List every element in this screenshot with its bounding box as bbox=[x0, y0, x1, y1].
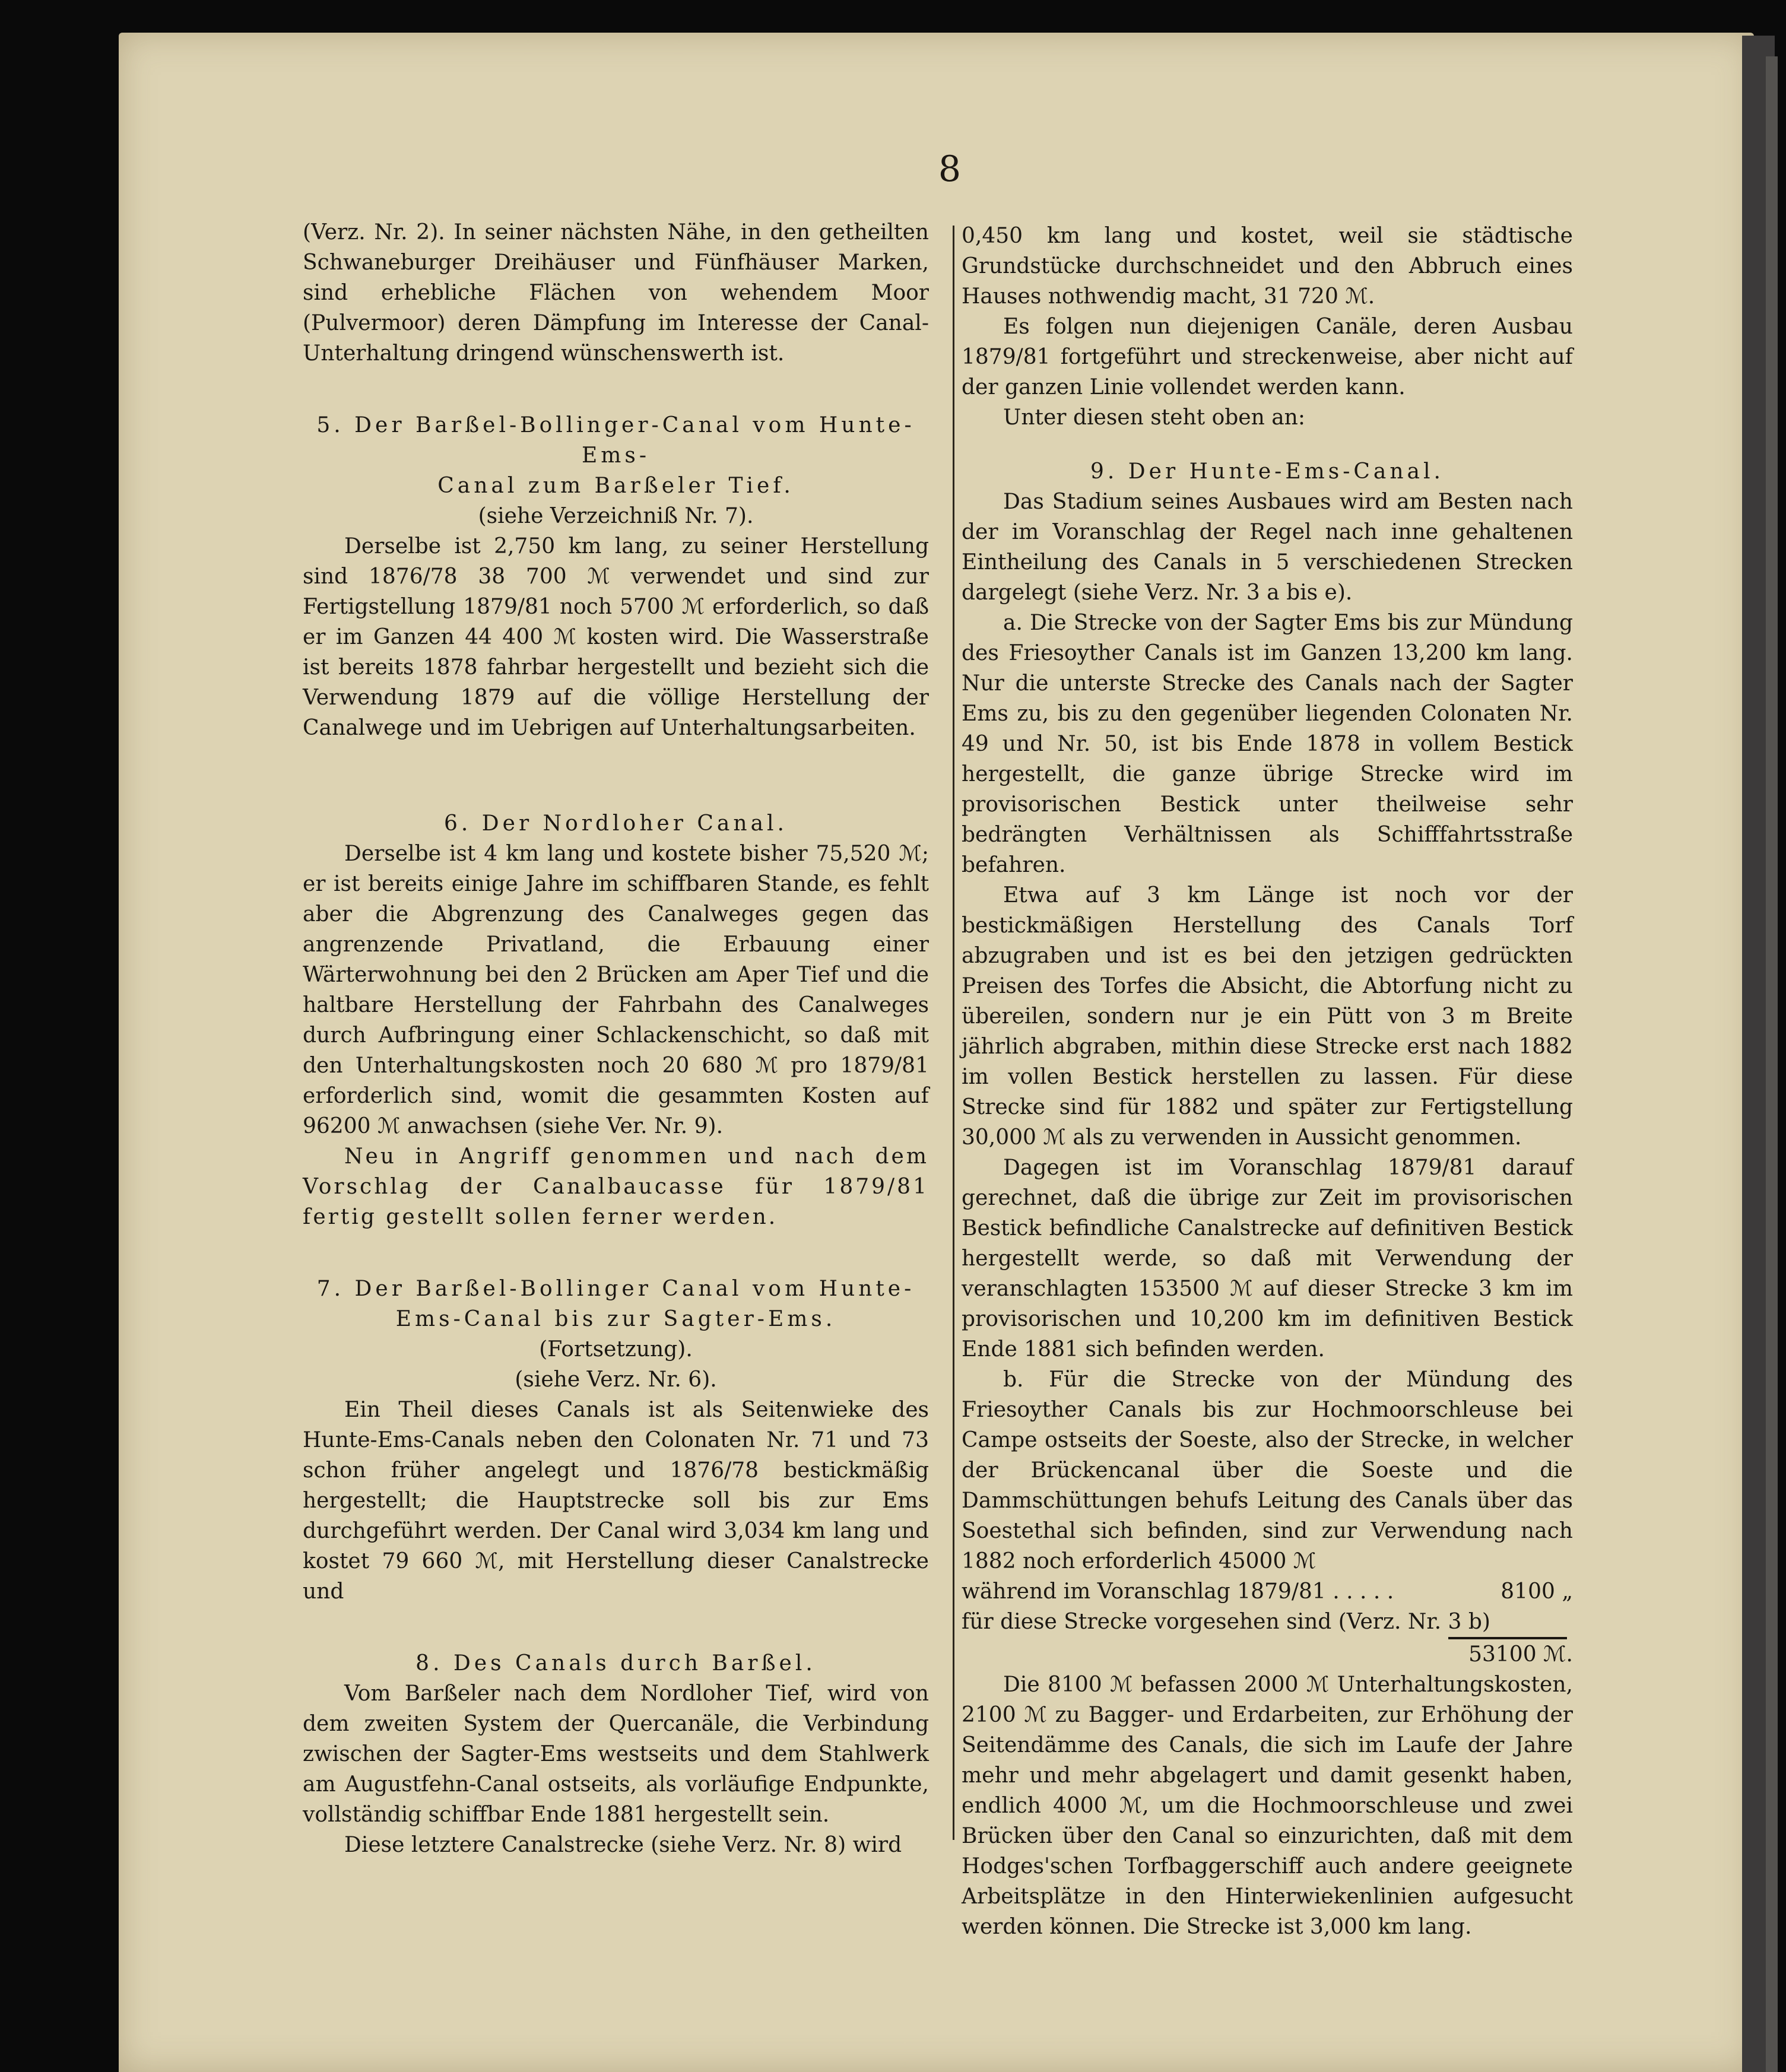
paragraph: (Verz. Nr. 2). In seiner nächsten Nähe, in den getheilten Schwaneburger Dreihäuser und Fünfhäuser Marken, sind erhebliche Flächen von wehendem Moor (Pulvermoor) deren Dämpfung im Interesse der Canal-Unterhaltung dringend wünschenswerth ist. bbox=[303, 220, 929, 366]
page-edge-inner bbox=[1766, 56, 1778, 2072]
paragraph: Dagegen ist im Voranschlag 1879/81 darauf gerechnet, daß die übrige zur Zeit im provisorischen Bestick befindliche Canalstrecke auf definitiven Bestick hergestellt werde, so daß mit Verwendung der veranschlagten 153500 ℳ auf dieser Strecke 3 km im provisorischen und 10,200 km im definitiven Bestick Ende 1881 sich befinden werden. bbox=[962, 1156, 1573, 1362]
paragraph-text: b. Für die Strecke von der Mündung des Friesoyther Canals bis zur Hochmoorschleuse bei Campe ostseits der Soeste, also der Strecke, in welcher der Brückencanal über die Soeste und die Dammschüttungen behufs Leitung des Canals über das Soestethal sich befinden, sind zur Verwendung nach 1882 noch erforderlich bbox=[962, 1367, 1573, 1573]
section-heading: 7. Der Barßel-Bollinger Canal vom Hunte- bbox=[316, 1277, 915, 1301]
right-column bbox=[962, 221, 1573, 1942]
amount: 45000 ℳ bbox=[1218, 1549, 1316, 1573]
amount: 8100 „ bbox=[1501, 1579, 1573, 1604]
paragraph: Etwa auf 3 km Länge ist noch vor der bestickmäßigen Herstellung des Canals Torf abzugraben und ist es bei den jetzigen gedrückten Preisen des Torfes die Absicht, die Abtorfung nicht zu übereilen, sondern nur je ein Pütt von 3 m Breite jährlich abgraben, mithin diese Strecke erst nach 1882 im vollen Bestick herstellen zu lassen. Für diese Strecke sind für 1882 und später zur Fertigstellung 30,000 ℳ als zu verwenden in Aussicht genommen. bbox=[962, 883, 1573, 1150]
section-heading: 5. Der Barßel-Bollinger-Canal vom Hunte-Ems- bbox=[316, 413, 915, 468]
paragraph: Die 8100 ℳ befassen 2000 ℳ Unterhaltungskosten, 2100 ℳ zu Bagger- und Erdarbeiten, zur Erhöhung der Seitendämme des Canals, die sich im Laufe der Jahre mehr und mehr abgelagert und damit gesenkt haben, endlich 4000 ℳ, um die Hochmoorschleuse und zwei Brücken über den Canal so einzurichten, daß mit dem Hodges'schen Torfbaggerschiff auch andere geeignete Arbeitsplätze in den Hinterwiekenlinien aufgesucht werden können. Die Strecke ist 3,000 km lang. bbox=[962, 1673, 1573, 1939]
section-reference: (siehe Verzeichniß Nr. 7). bbox=[478, 504, 754, 528]
section-heading: Ems-Canal bis zur Sagter-Ems. bbox=[395, 1307, 836, 1331]
paragraph: Derselbe ist 4 km lang und kostete bisher 75,520 ℳ; er ist bereits einige Jahre im schiffbaren Stande, es fehlt aber die Abgrenzung des Canalweges gegen das angrenzende Privatland, die Erbauung einer Wärterwohnung bei den 2 Brücken am Aper Tief und die haltbare Herstellung der Fahrbahn des Canalweges durch Aufbringung einer Schlackenschicht, so daß mit den Unterhaltungskosten noch 20 680 ℳ pro 1879/81 erforderlich sind, womit die gesammten Kosten auf 96200 ℳ anwachsen (siehe Ver. Nr. 9). bbox=[303, 842, 929, 1138]
paragraph bbox=[962, 1365, 1573, 1576]
section-reference: (siehe Verz. Nr. 6). bbox=[515, 1367, 717, 1392]
page-number: 8 bbox=[938, 148, 962, 190]
section-heading: 8. Des Canals durch Barßel. bbox=[415, 1651, 816, 1676]
section-subheading: (Fortsetzung). bbox=[539, 1337, 693, 1362]
paragraph: Ein Theil dieses Canals ist als Seitenwieke des Hunte-Ems-Canals neben den Colonaten Nr. 71 und 73 schon früher angelegt und 1876/78 bestickmäßig hergestellt; die Hauptstrecke soll bis zur Ems durchgeführt werden. Der Canal wird 3,034 km lang und kostet 79 660 ℳ, mit Herstellung dieser Canalstrecke und bbox=[303, 1398, 929, 1604]
section-heading: Canal zum Barßeler Tief. bbox=[437, 474, 794, 498]
left-column bbox=[303, 217, 929, 1860]
paragraph: Das Stadium seines Ausbaues wird am Besten nach der im Voranschlag der Regel nach inne gehaltenen Eintheilung des Canals in 5 verschiedenen Strecken dargelegt (siehe Verz. Nr. 3 a bis e). bbox=[962, 490, 1573, 605]
paragraph: a. Die Strecke von der Sagter Ems bis zur Mündung des Friesoyther Canals ist im Ganzen 13,200 km lang. Nur die unterste Strecke des Canals nach der Sagter Ems zu, bis zu den gegenüber liegenden Colonaten Nr. 49 und Nr. 50, ist bis Ende 1878 in vollem Bestick hergestellt, die ganze übrige Strecke wird im provisorischen Bestick unter theilweise sehr bedrängten Verhältnissen als Schifffahrtsstraße befahren. bbox=[962, 611, 1573, 877]
amount-row bbox=[962, 1576, 1573, 1607]
paragraph: 0,450 km lang und kostet, weil sie städtische Grundstücke durchschneidet und den Abbruch eines Hauses nothwendig macht, 31 720 ℳ. bbox=[962, 224, 1573, 309]
section-heading: 6. Der Nordloher Canal. bbox=[444, 811, 788, 836]
sum-amount: 53100 ℳ. bbox=[1468, 1642, 1573, 1667]
paragraph: Unter diesen steht oben an: bbox=[1003, 405, 1305, 430]
paragraph: Neu in Angriff genommen und nach dem Vorschlag der Canalbaucasse für 1879/81 fertig gestellt sollen ferner werden. bbox=[303, 1144, 929, 1229]
section-heading: 9. Der Hunte-Ems-Canal. bbox=[1090, 459, 1444, 484]
amount-label: für diese Strecke vorgesehen sind (Verz. Nr. 3 b) bbox=[962, 1610, 1490, 1634]
column-divider bbox=[953, 226, 954, 1840]
paragraph: Diese letztere Canalstrecke (siehe Verz. Nr. 8) wird bbox=[344, 1833, 902, 1857]
amount-label: während im Voranschlag 1879/81 . . . . . bbox=[962, 1579, 1394, 1604]
paragraph: Es folgen nun diejenigen Canäle, deren Ausbau 1879/81 fortgeführt und streckenweise, aber nicht auf der ganzen Linie vollendet werden kann. bbox=[962, 315, 1573, 399]
paragraph: Derselbe ist 2,750 km lang, zu seiner Herstellung sind 1876/78 38 700 ℳ verwendet und sind zur Fertigstellung 1879/81 noch 5700 ℳ erforderlich, so daß er im Ganzen 44 400 ℳ kosten wird. Die Wasserstraße ist bereits 1878 fahrbar hergestellt und bezieht sich die Verwendung 1879 auf die völlige Herstellung der Canalwege und im Uebrigen auf Unterhaltungsarbeiten. bbox=[303, 534, 929, 740]
paragraph: Vom Barßeler nach dem Nordloher Tief, wird von dem zweiten System der Quercanäle, die Verbindung zwischen der Sagter-Ems westseits und dem Stahlwerk am Augustfehn-Canal ostseits, als vorläufige Endpunkte, vollständig schiffbar Ende 1881 hergestellt sein. bbox=[303, 1681, 929, 1827]
